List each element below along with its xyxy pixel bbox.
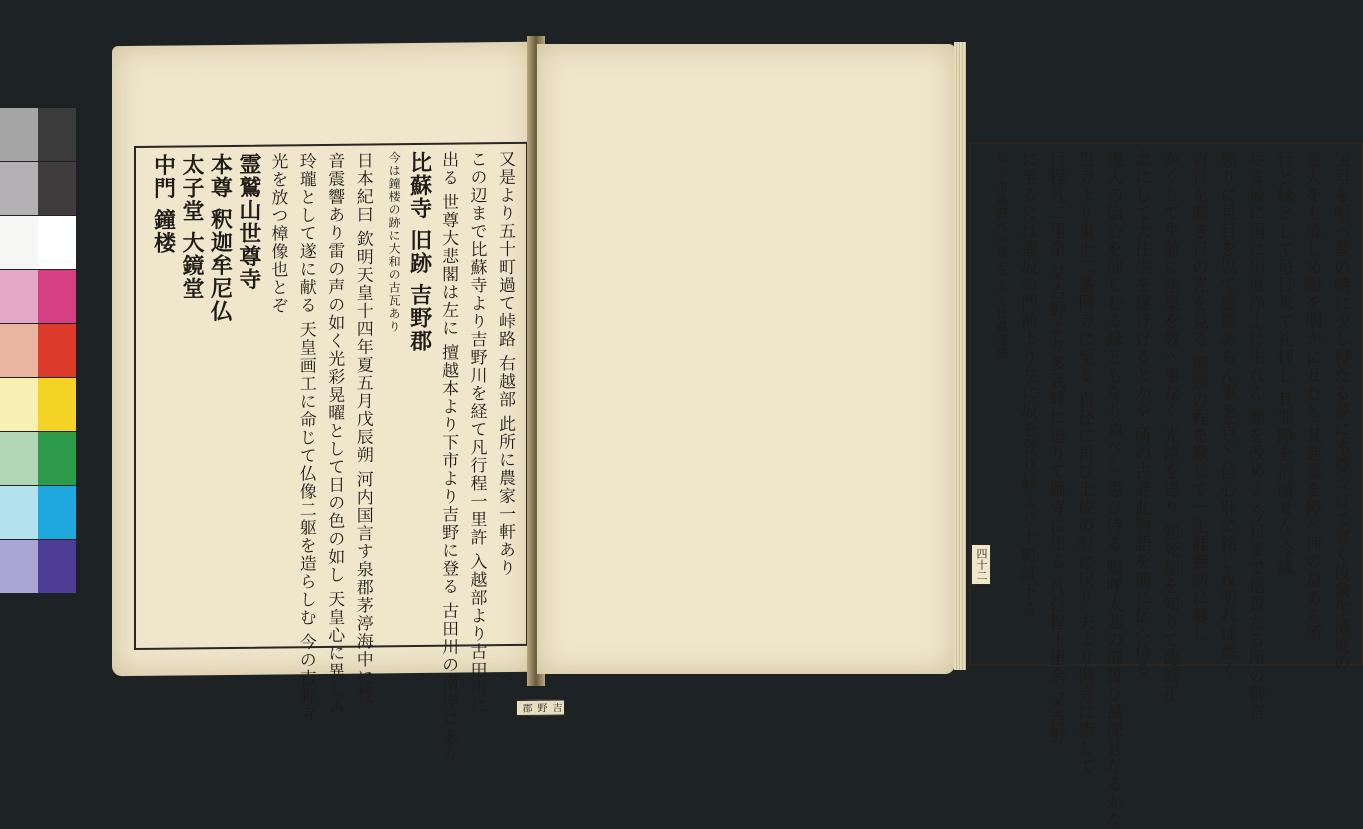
open-book xyxy=(112,36,1350,829)
color-swatch xyxy=(38,162,76,215)
color-swatch xyxy=(0,324,38,377)
place-label: 吉野郡 xyxy=(516,699,565,716)
right-text-column: 宝号を唱へ夢の暁に少し寝たる夢に本尊つげて宣く汝衆生済度の xyxy=(1330,150,1350,672)
color-swatch xyxy=(0,162,38,215)
left-text-column: 比蘇寺 旧跡 吉野郡 xyxy=(406,150,433,353)
right-text-column: 頻りに見目を以て感應あらん事を告ぐ 信心肝に銘じ夜明れば悉く xyxy=(1216,150,1237,679)
color-swatch xyxy=(0,378,38,431)
right-text-column: 当寺より東十二番岡寺に至る 直径に再び土佐の町に戻り 夫より岡寺に詣して xyxy=(1073,150,1094,775)
page-edges xyxy=(954,42,966,670)
left-text-column: 出る 世尊大悲閣は左に 擅越本より下市より吉野に登る 古田川の南岸にあり xyxy=(438,150,459,765)
right-text-column: 念にして大往生を遂げけるとかや 所の古老此物語を前に伝へ侍る xyxy=(1130,150,1151,679)
left-text-column: 中門 鐘楼 xyxy=(150,153,177,255)
right-text-column: 尽る後に国に出度浄土に生れん 悪を改めよ 今日まで捨置たる所の御言 xyxy=(1244,150,1265,721)
right-text-column: 盲人をも成しめ眼を明かにせむと 其悪業を障へ何の益ある所 xyxy=(1301,150,1322,643)
color-swatch xyxy=(38,108,76,161)
left-text-column: 又是より五十町過て峠路 右越部 此所に農家一軒あり xyxy=(495,149,515,578)
color-swatch xyxy=(38,432,76,485)
left-text-column: 音震響あり雷の声の如く光彩晃曜として日の色の如し 天皇心に異しみ xyxy=(324,151,345,717)
color-swatch xyxy=(38,216,76,269)
color-swatch xyxy=(38,486,76,539)
color-swatch xyxy=(0,270,38,323)
color-swatch xyxy=(38,378,76,431)
color-swatch xyxy=(0,540,38,593)
right-text-column: 行と縁として毎日来て礼拝し 其罪障を消滅せん 今縁 xyxy=(1273,150,1294,577)
right-page-text-frame xyxy=(969,142,1363,829)
right-text-column: に至るには壷坂の門前より左に坂を登り峠より十町許下る xyxy=(1016,150,1037,618)
right-text-column: 右 下市高野への道 左 ふく比蘇寺道 xyxy=(994,150,1009,360)
right-text-column: 行程凡二里余 又吉野より多武峰に廻りて岡寺に出る 凡行程十里余 又吉野 xyxy=(1045,150,1066,746)
right-text-column: かくして生前に産業を教へ事なく 光陰を送り 知死期を知りて臨終正 xyxy=(1159,150,1180,703)
right-text-column: 盲目を開き日の光を見る 御恩の程を歎じて一生涯無病に暮し xyxy=(1187,150,1208,643)
left-text-column: 太子堂 大鏡堂 xyxy=(178,153,205,301)
color-swatch xyxy=(0,108,38,161)
page-number: 四十二 xyxy=(971,544,991,585)
left-text-column: 今は鐘楼の跡に大和の古瓦あり xyxy=(387,151,402,334)
color-swatch xyxy=(0,486,38,539)
left-text-column: 日本紀曰 欽明天皇十四年夏五月戊辰朔 河内国言す泉郡茅渟海中に梵 xyxy=(352,151,373,705)
color-swatch xyxy=(0,432,38,485)
left-page xyxy=(112,42,561,765)
left-text-column: 本尊 釈迦牟尼仏 xyxy=(207,152,234,323)
left-text-column: この辺まで比蘇寺より吉野川を経て凡行程一里許 入越部より古田川に xyxy=(466,150,487,715)
left-page-text-frame xyxy=(134,142,561,765)
left-text-column: 霊鷲山世尊寺 xyxy=(235,152,262,291)
color-swatch xyxy=(0,216,38,269)
left-text-column: 光を放つ樟像也とぞ xyxy=(267,152,288,315)
right-text-column: 後人の信心を催しむる縁ともなりぬべし 思ひ侍る 嗚呼大悲の御誓ひ最深甚なるかな xyxy=(1102,150,1123,829)
color-swatch xyxy=(38,540,76,593)
color-swatch xyxy=(38,270,76,323)
left-text-column: 玲瓏として遂に献る 天皇画工に命じて仏像二躯を造らしむ 今の吉野寺 xyxy=(295,152,316,724)
color-swatch xyxy=(38,324,76,377)
